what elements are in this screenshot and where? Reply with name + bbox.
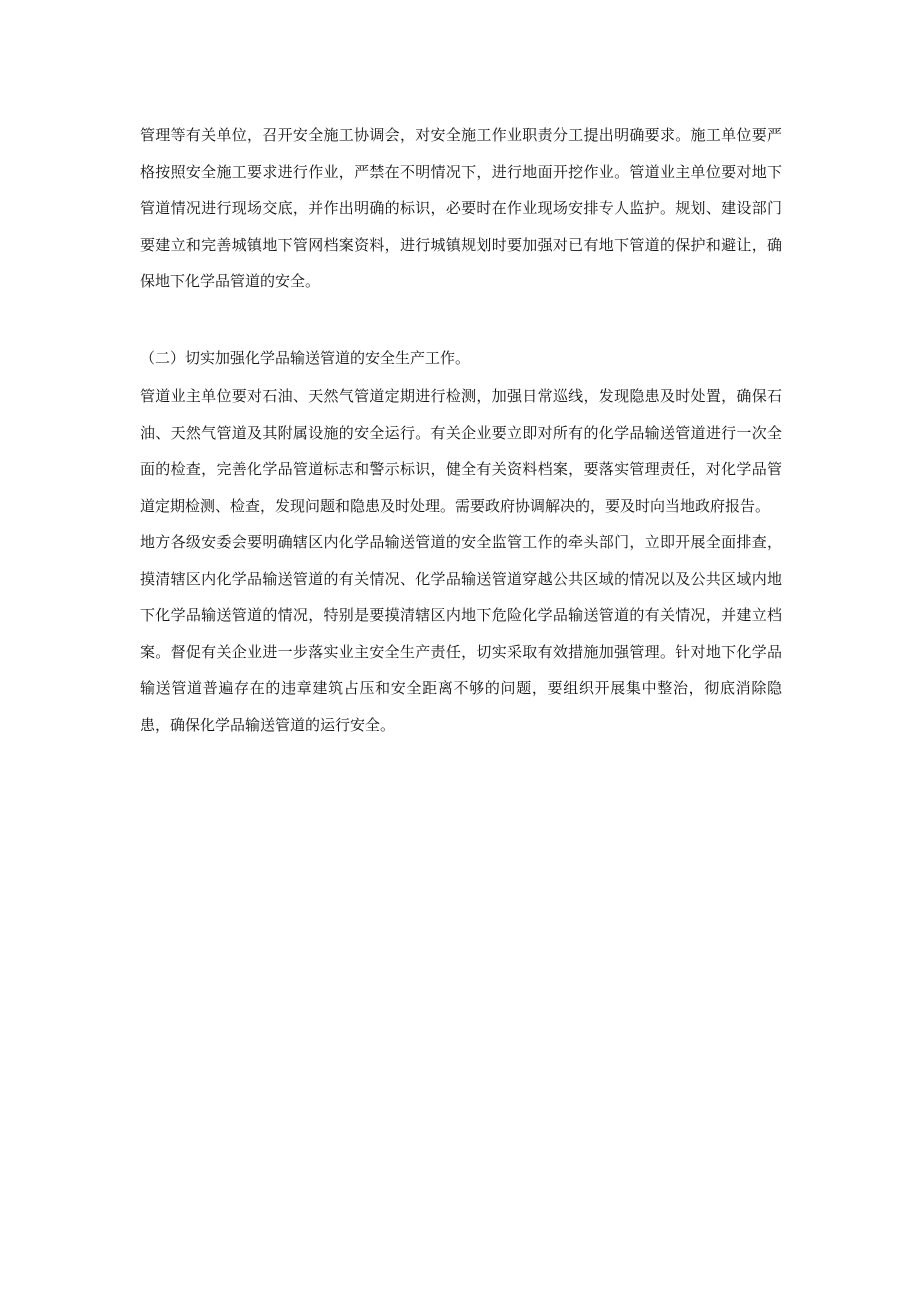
paragraph-spacer <box>140 300 782 340</box>
body-paragraph-3: 地方各级安委会要明确辖区内化学品输送管道的安全监管工作的牵头部门，立即开展全面排查，摸清辖区内化学品输送管道的有关情况、化学品输送管道穿越公共区域的情况以及公共区域内地下化学品输送管道的情况，特别是要摸清辖区内地下危险化学品输送管道的有关情况，并建立档案。督促有关企业进一步落实业主安全生产责任，切实采取有效措施加强管理。针对地下化学品输送管道普遍存在的违章建筑占压和安全距离不够的问题，要组织开展集中整治，彻底消除隐患，确保化学品输送管道的运行安全。 <box>140 533 782 734</box>
body-paragraph-1: 管理等有关单位，召开安全施工协调会，对安全施工作业职责分工提出明确要求。施工单位要严格按照安全施工要求进行作业，严禁在不明情况下，进行地面开挖作业。管道业主单位要对地下管道情况进行现场交底，并作出明确的标识，必要时在作业现场安排专人监护。规划、建设部门要建立和完善城镇地下管网档案资料，进行城镇规划时要加强对已有地下管道的保护和避让，确保地下化学品管道的安全。 <box>140 126 782 290</box>
document-body <box>140 117 782 743</box>
section-heading: （二）切实加强化学品输送管道的安全生产工作。 <box>140 348 471 367</box>
body-paragraph-2: 管道业主单位要对石油、天然气管道定期进行检测，加强日常巡线，发现隐患及时处置，确保石油、天然气管道及其附属设施的安全运行。有关企业要立即对所有的化学品输送管道进行一次全面的检查，完善化学品管道标志和警示标识，健全有关资料档案，要落实管理责任，对化学品管道定期检测、检查，发现问题和隐患及时处理。需要政府协调解决的，要及时向当地政府报告。 <box>140 387 782 515</box>
